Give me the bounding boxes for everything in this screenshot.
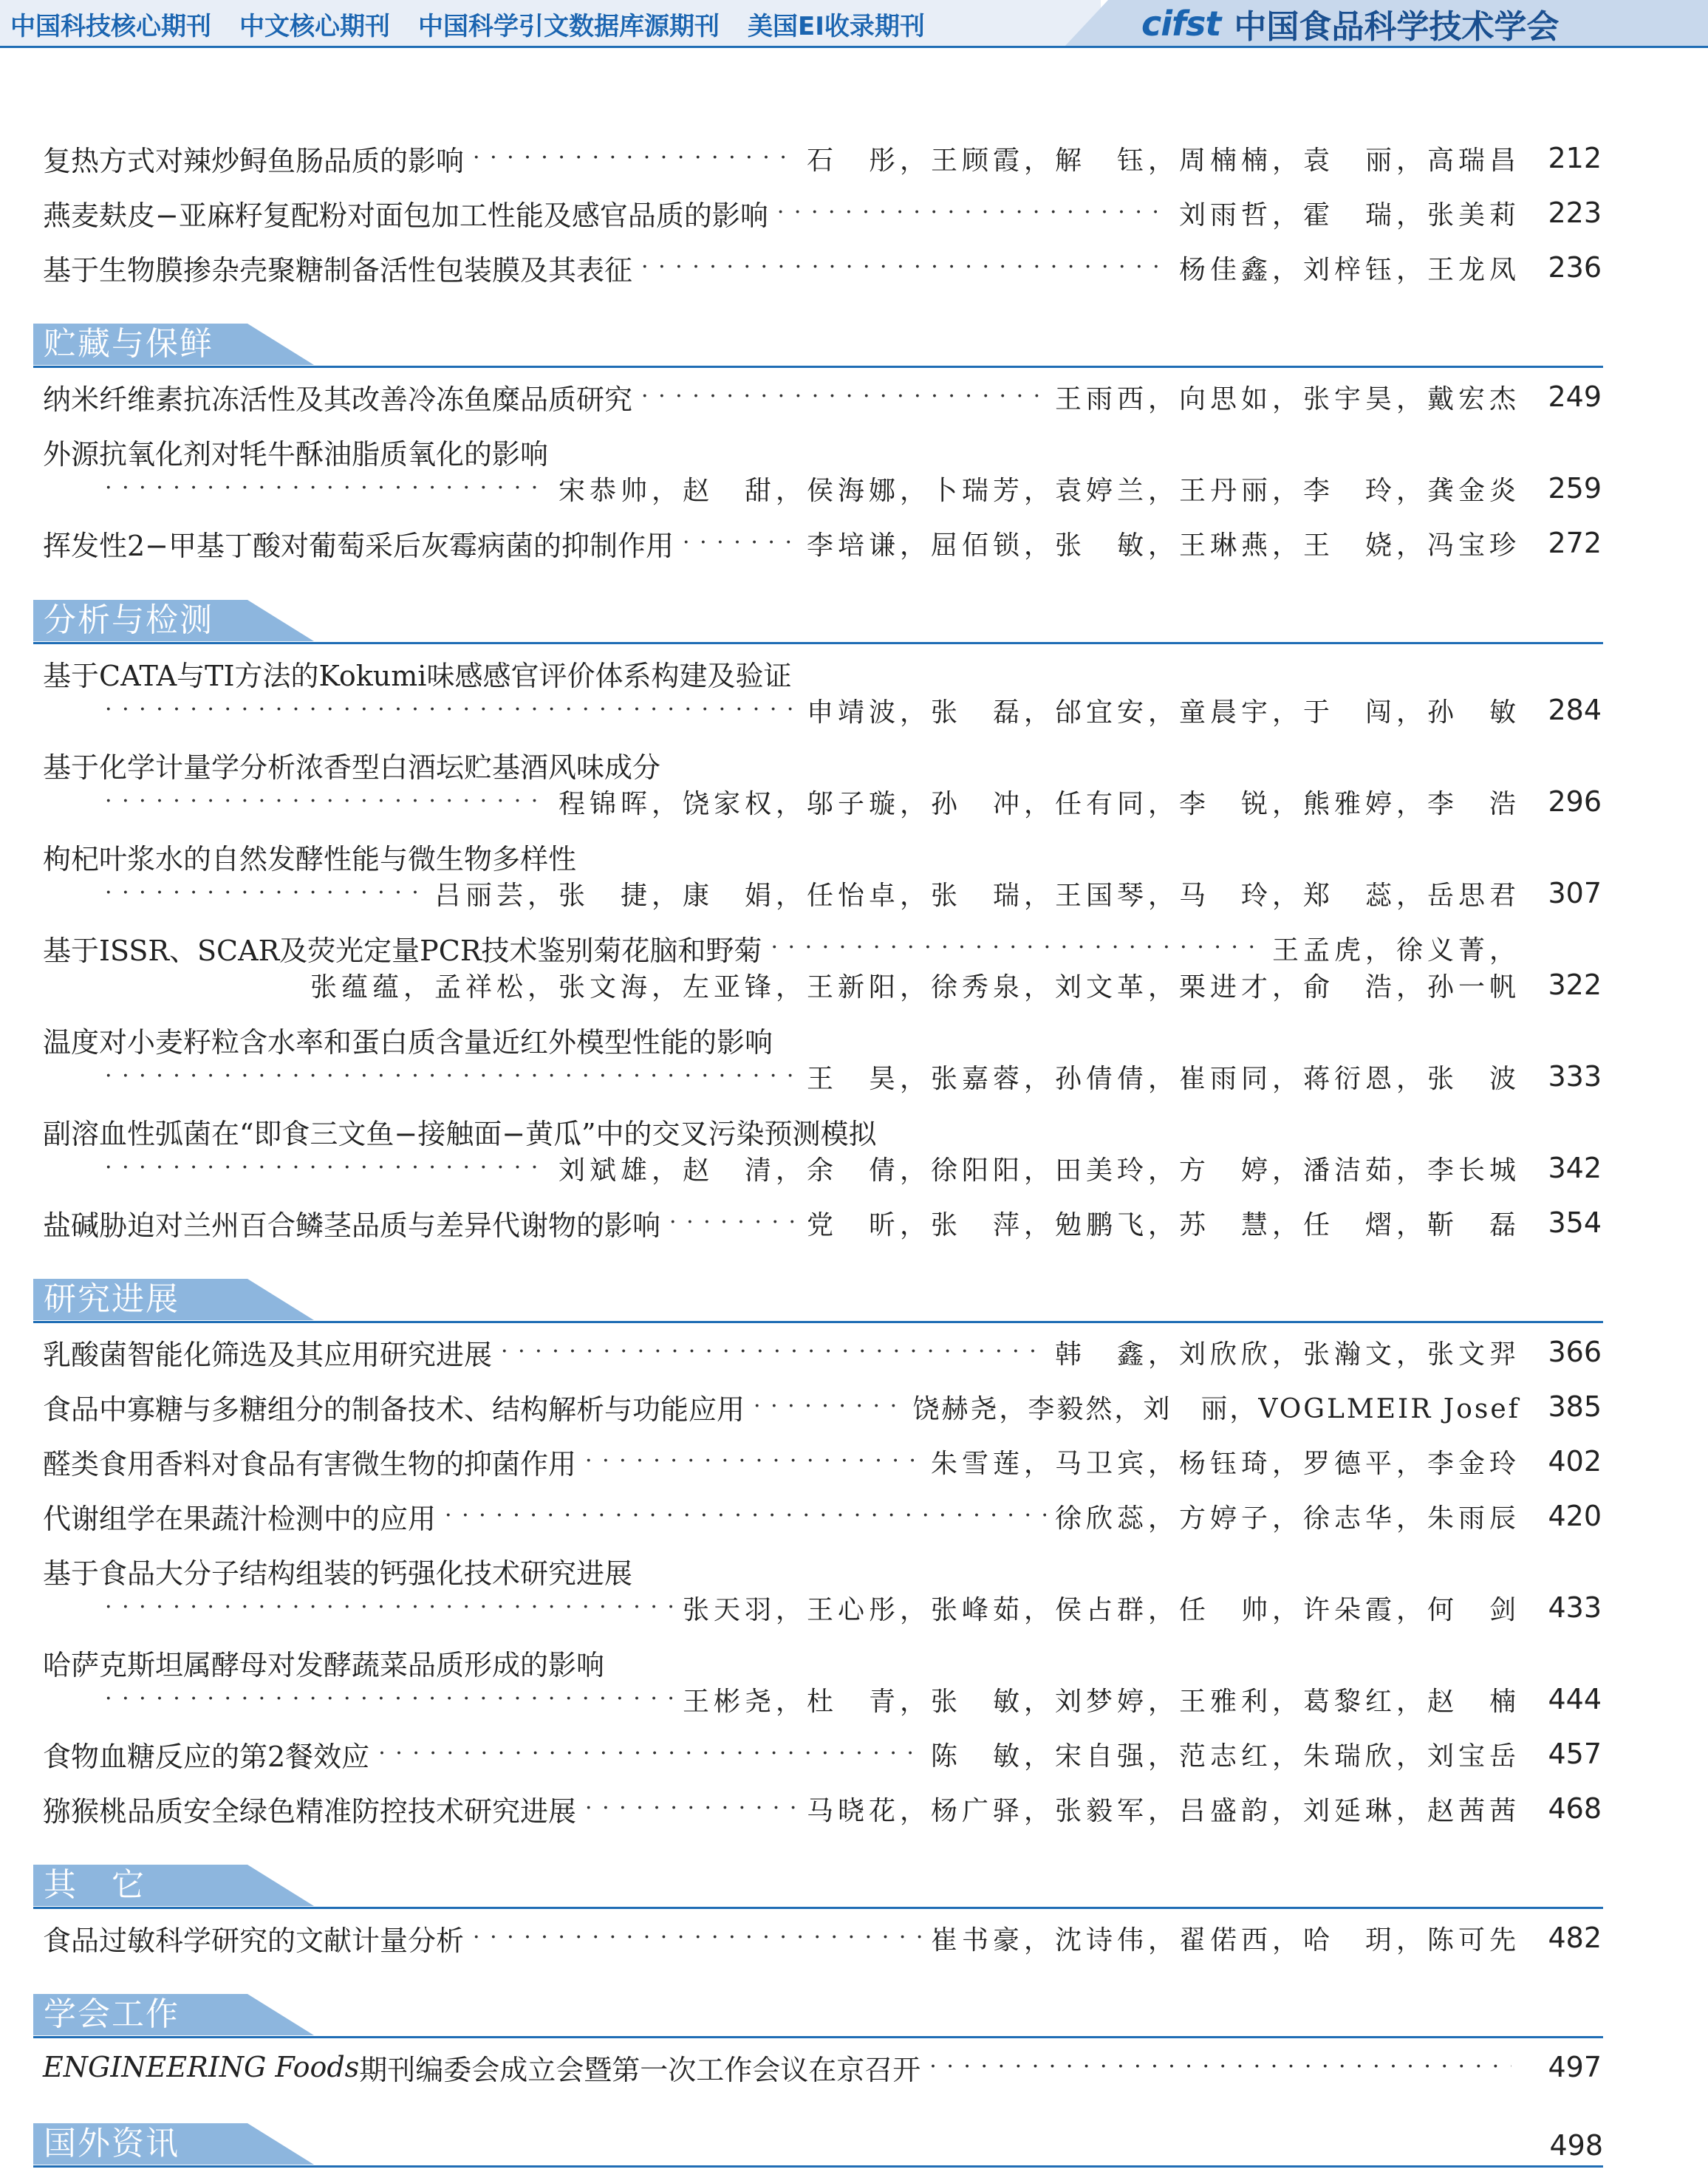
entry-page: 366	[1548, 1336, 1602, 1368]
entry-page: 402	[1548, 1445, 1602, 1478]
toc-entry[interactable]	[43, 1203, 1602, 1243]
entry-title: 基于ISSR、SCAR及荧光定量PCR技术鉴别菊花脑和野菊	[43, 934, 762, 967]
society-logo: cifst	[1141, 4, 1221, 44]
toc-entry-title-line[interactable]	[43, 745, 1602, 785]
society-name: 中国食品科学技术学会	[1234, 8, 1560, 46]
journal-tag: 中国科技核心期刊	[10, 11, 211, 41]
entry-authors: 党 昕，张 萍，勉鹏飞，苏 慧，任 熠，靳 磊	[806, 1209, 1520, 1240]
toc-entry[interactable]	[43, 1789, 1602, 1828]
toc-entry[interactable]	[43, 1332, 1602, 1372]
society-brand	[1141, 4, 1560, 46]
section-heading	[33, 1865, 1603, 1909]
entry-page: 322	[1548, 969, 1602, 1001]
entry-page: 333	[1548, 1060, 1602, 1093]
leader-dots	[771, 933, 1263, 963]
section-rule	[33, 2165, 1603, 2168]
entry-authors: 刘斌雄，赵 清，余 倩，徐阳阳，田美玲，方 婷，潘洁茹，李长城	[558, 1155, 1520, 1186]
entry-page: 272	[1548, 527, 1602, 559]
journal-tag: 中国科学引文数据库源期刊	[418, 11, 720, 41]
entry-title: 温度对小麦籽粒含水率和蛋白质含量近红外模型性能的影响	[43, 1025, 773, 1059]
entry-page: 457	[1548, 1738, 1602, 1770]
entry-title: 食品过敏科学研究的文献计量分析	[43, 1924, 465, 1957]
toc-entry-author-line[interactable]	[96, 690, 1602, 730]
entry-authors: 王雨西，向思如，张宇昊，戴宏杰	[1054, 383, 1520, 414]
section-rule	[33, 1321, 1603, 1323]
entry-authors: 王 昊，张嘉蓉，孙倩倩，崔雨同，蒋衍恩，张 波	[806, 1063, 1520, 1094]
toc-entry[interactable]	[43, 247, 1602, 287]
section-label: 研究进展	[44, 1280, 180, 1318]
leader-dots	[105, 695, 798, 725]
toc-entry[interactable]	[43, 928, 1602, 968]
section-label: 其 它	[44, 1866, 146, 1904]
entry-title: 食物血糖反应的第2餐效应	[43, 1740, 370, 1773]
toc-entry[interactable]	[43, 1387, 1602, 1427]
entry-authors: 李培谦，屈佰锁，张 敏，王琳燕，王 娆，冯宝珍	[806, 530, 1520, 561]
entry-title: 副溶血性弧菌在“即食三文鱼−接触面−黄瓜”中的交叉污染预测模拟	[43, 1117, 877, 1150]
entry-page: 385	[1548, 1390, 1602, 1423]
entry-title: 基于生物膜掺杂壳聚糖制备活性包装膜及其表征	[43, 253, 633, 287]
entry-page: 212	[1548, 142, 1602, 174]
leader-dots	[641, 382, 1046, 411]
section-rule	[33, 366, 1603, 368]
entry-title: 盐碱胁迫对兰州百合鳞茎品质与差异代谢物的影响	[43, 1209, 661, 1242]
toc-entry-title-line[interactable]	[43, 653, 1602, 693]
toc-entry[interactable]	[43, 1918, 1602, 1958]
entry-title: 基于食品大分子结构组装的钙强化技术研究进展	[43, 1557, 633, 1590]
toc-entry-author-line[interactable]	[96, 1679, 1602, 1719]
entry-title: 哈萨克斯坦属酵母对发酵蔬菜品质形成的影响	[43, 1648, 605, 1681]
entry-page: 296	[1548, 785, 1602, 818]
entry-title: 外源抗氧化剂对牦牛酥油脂质氧化的影响	[43, 437, 549, 471]
entry-page: 342	[1548, 1152, 1602, 1184]
toc-entry[interactable]	[43, 1734, 1602, 1774]
entry-authors: 申靖波，张 磊，邰宜安，童晨宇，于 闯，孙 敏	[806, 697, 1520, 728]
entry-title-italic: ENGINEERING Foods	[43, 2051, 360, 2083]
leader-dots	[105, 1062, 798, 1091]
entry-page: 482	[1548, 1922, 1602, 1954]
entry-authors: 王彬尧，杜 青，张 敏，刘梦婷，王雅利，葛黎红，赵 楠	[682, 1686, 1520, 1717]
section-rule	[33, 1907, 1603, 1909]
entry-page: 249	[1548, 380, 1602, 413]
entry-page: 498	[1549, 2129, 1603, 2162]
entry-page: 354	[1548, 1206, 1602, 1239]
section-rule	[33, 642, 1603, 644]
section-heading[interactable]	[33, 2123, 1603, 2168]
leader-dots	[105, 474, 550, 503]
entry-page: 307	[1548, 877, 1602, 909]
section-heading	[33, 324, 1603, 368]
entry-title: 枸杞叶浆水的自然发酵性能与微生物多样性	[43, 842, 577, 875]
entry-authors: 张天羽，王心彤，张峰茹，侯占群，任 帅，许朵霞，何 剑	[682, 1594, 1520, 1625]
toc-entry[interactable]	[43, 138, 1602, 178]
toc-entry[interactable]	[43, 193, 1602, 233]
entry-title: 猕猴桃品质安全绿色精准防控技术研究进展	[43, 1794, 577, 1828]
entry-authors: 宋恭帅，赵 甜，侯海娜，卜瑞芳，袁婷兰，王丹丽，李 玲，龚金炎	[558, 475, 1520, 506]
entry-authors: 刘雨哲，霍 瑞，张美莉	[1178, 199, 1520, 230]
journal-tag: 美国EI收录期刊	[748, 11, 925, 41]
section-rule	[33, 2036, 1603, 2038]
entry-authors: 杨佳鑫，刘梓钰，王龙凤	[1178, 254, 1520, 285]
toc-entry-author-line[interactable]	[96, 468, 1602, 508]
leader-dots	[585, 1794, 798, 1823]
section-label: 学会工作	[44, 1995, 180, 2033]
toc-entry[interactable]	[43, 523, 1602, 563]
journal-tag: 中文核心期刊	[239, 11, 390, 41]
entry-authors: 马晓花，杨广驿，张毅军，吕盛韵，刘延琳，赵茜茜	[806, 1795, 1520, 1826]
toc-entry-title-line[interactable]	[43, 1111, 1602, 1151]
toc-entry-title-line[interactable]	[43, 1642, 1602, 1682]
entry-title: 基于CATA与TI方法的Kokumi味感感官评价体系构建及验证	[43, 659, 792, 692]
entry-authors: 韩 鑫，刘欣欣，张瀚文，张文羿	[1054, 1339, 1520, 1370]
entry-title: 燕麦麸皮−亚麻籽复配粉对面包加工性能及感官品质的影响	[43, 199, 768, 232]
entry-page: 420	[1548, 1500, 1602, 1532]
toc-entry-title-line[interactable]	[43, 836, 1602, 876]
entry-page: 468	[1548, 1792, 1602, 1825]
entry-page: 444	[1548, 1683, 1602, 1715]
leader-dots	[473, 1923, 922, 1953]
leader-dots	[378, 1739, 922, 1769]
entry-page: 236	[1548, 251, 1602, 284]
entry-authors: 吕丽芸，张 捷，康 娟，任怡卓，张 瑞，王国琴，马 玲，郑 蕊，岳思君	[434, 880, 1520, 911]
entry-title: 挥发性2−甲基丁酸对葡萄采后灰霉病菌的抑制作用	[43, 529, 674, 562]
toc-entry-author-line[interactable]	[96, 873, 1602, 913]
entry-page: 433	[1548, 1591, 1602, 1624]
leader-dots	[105, 1593, 674, 1622]
toc-entry-author-line[interactable]	[96, 782, 1602, 822]
entry-authors: 张蕴蕴，孟祥松，张文海，左亚锋，王新阳，徐秀泉，刘文革，栗进才，俞 浩，孙一帆	[310, 971, 1520, 1003]
toc-entry-title-line[interactable]	[43, 1551, 1602, 1591]
entry-page: 497	[1548, 2051, 1602, 2083]
entry-title: 乳酸菌智能化筛选及其应用研究进展	[43, 1338, 493, 1371]
entry-page: 284	[1548, 694, 1602, 726]
section-heading	[33, 1279, 1603, 1323]
section-heading	[33, 600, 1603, 644]
leader-dots	[105, 878, 426, 908]
section-heading	[33, 1994, 1603, 2038]
toc-entry-title-line[interactable]	[43, 1020, 1602, 1059]
entry-page: 259	[1548, 472, 1602, 505]
leader-dots	[683, 528, 798, 558]
entry-title: 纳米纤维素抗冻活性及其改善冷冻鱼糜品质研究	[43, 383, 633, 416]
entry-authors: 崔书豪，沈诗伟，翟偌西，哈 玥，陈可先	[930, 1925, 1520, 1956]
leader-dots	[641, 253, 1170, 282]
journal-tags	[10, 6, 953, 41]
toc-entry-author-line[interactable]	[96, 1056, 1602, 1096]
toc-entry[interactable]	[43, 2047, 1602, 2087]
section-label: 贮藏与保鲜	[44, 325, 214, 363]
entry-authors: 石 彤，王顾霞，解 钰，周楠楠，袁 丽，高瑞昌	[806, 145, 1520, 176]
toc-entry-author-line[interactable]	[96, 965, 1602, 1005]
leader-dots	[929, 2052, 1511, 2082]
leader-dots	[669, 1208, 798, 1237]
leader-dots	[105, 787, 550, 816]
entry-title: 醛类食用香料对食品有害微生物的抑菌作用	[43, 1447, 577, 1481]
toc-entry[interactable]	[43, 1441, 1602, 1481]
leader-dots	[105, 1684, 674, 1714]
entry-title: 食品中寡糖与多糖组分的制备技术、结构解析与功能应用	[43, 1393, 745, 1426]
section-label: 国外资讯	[44, 2125, 180, 2162]
section-label: 分析与检测	[44, 601, 214, 639]
entry-page: 223	[1548, 197, 1602, 229]
toc-entry-author-line[interactable]	[96, 1588, 1602, 1628]
leader-dots	[501, 1337, 1046, 1367]
entry-title: 基于化学计量学分析浓香型白酒坛贮基酒风味成分	[43, 751, 661, 784]
journal-header	[0, 0, 1708, 47]
entry-authors: 程锦晖，饶家权，邬子璇，孙 冲，任有同，李 锐，熊雅婷，李 浩	[558, 788, 1520, 819]
leader-dots	[105, 1153, 550, 1183]
leader-dots	[754, 1392, 903, 1421]
entry-title: 代谢组学在果蔬汁检测中的应用	[43, 1502, 437, 1535]
leader-dots	[777, 198, 1170, 228]
entry-authors: 陈 敏，宋自强，范志红，朱瑞欣，刘宝岳	[930, 1741, 1520, 1772]
toc-entry-title-line[interactable]	[43, 431, 1602, 471]
entry-title: 期刊编委会成立会暨第一次工作会议在京召开	[359, 2053, 921, 2086]
entry-title: 复热方式对辣炒鲟鱼肠品质的影响	[43, 144, 465, 177]
leader-dots	[585, 1447, 922, 1476]
toc-entry[interactable]	[43, 377, 1602, 417]
leader-dots	[473, 143, 798, 173]
toc-entry[interactable]	[43, 1496, 1602, 1536]
entry-authors: 徐欣蕊，方婷子，徐志华，朱雨辰	[1054, 1503, 1520, 1534]
entry-authors-line1: 王孟虎，徐义菁，	[1271, 935, 1520, 966]
toc-entry-author-line[interactable]	[96, 1148, 1602, 1188]
entry-authors: 朱雪莲，马卫宾，杨钰琦，罗德平，李金玲	[930, 1448, 1520, 1479]
leader-dots	[445, 1501, 1046, 1531]
entry-authors: 饶赫尧，李毅然，刘 丽，VOGLMEIR Josef	[912, 1393, 1520, 1424]
